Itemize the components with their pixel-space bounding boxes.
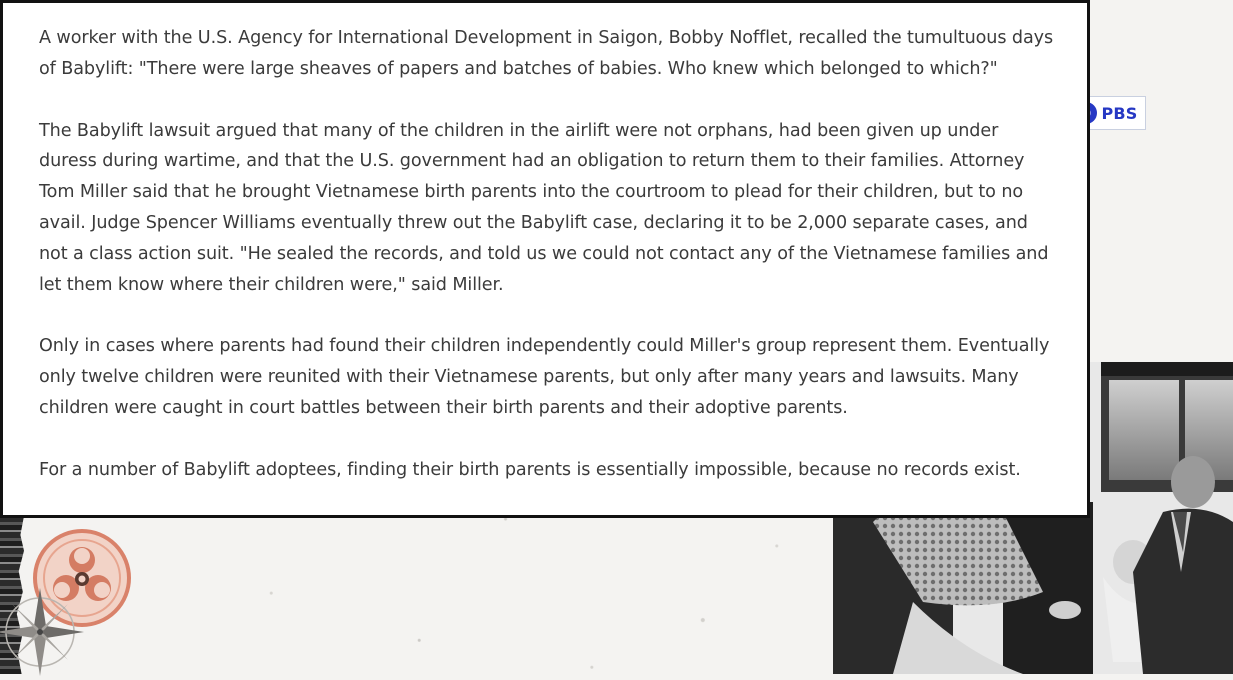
article-paragraph-1: A worker with the U.S. Agency for International Development in Saigon, Bobby Nofflet, recalled the tumultuous days of Babylift: "There were large sheaves of papers and batches of babies. Who knew which belonged to which?" bbox=[39, 28, 1054, 79]
article-paragraph-4: For a number of Babylift adoptees, finding their birth parents is essentially impossible, because no records exist. bbox=[39, 459, 1021, 480]
pbs-logo-text: PBS bbox=[1101, 103, 1138, 123]
article-paragraph-2: The Babylift lawsuit argued that many of the children in the airlift were not orphans, had been given up under duress during wartime, and that the U.S. government had an obligation to return them to their families. Attorney Tom Miller said that he brought Vietnamese birth parents into the courtroom to plead for their children, but to no avail. Judge Spencer Williams eventually threw out the Babylift case, declaring it to be 2,000 separate cases, and not a class action suit. "He sealed the records, and told us we could not contact any of the Vietnamese families and let them know where their children were," said Miller. bbox=[39, 120, 1049, 295]
article-paragraph-3: Only in cases where parents had found their children independently could Miller's group represent them. Eventually only twelve children were reunited with their Vietnamese parents, but only after many years and lawsuits. Many children were caught in court battles between their birth parents and their adoptive parents. bbox=[39, 336, 1050, 418]
compass-rose-icon bbox=[0, 580, 92, 680]
